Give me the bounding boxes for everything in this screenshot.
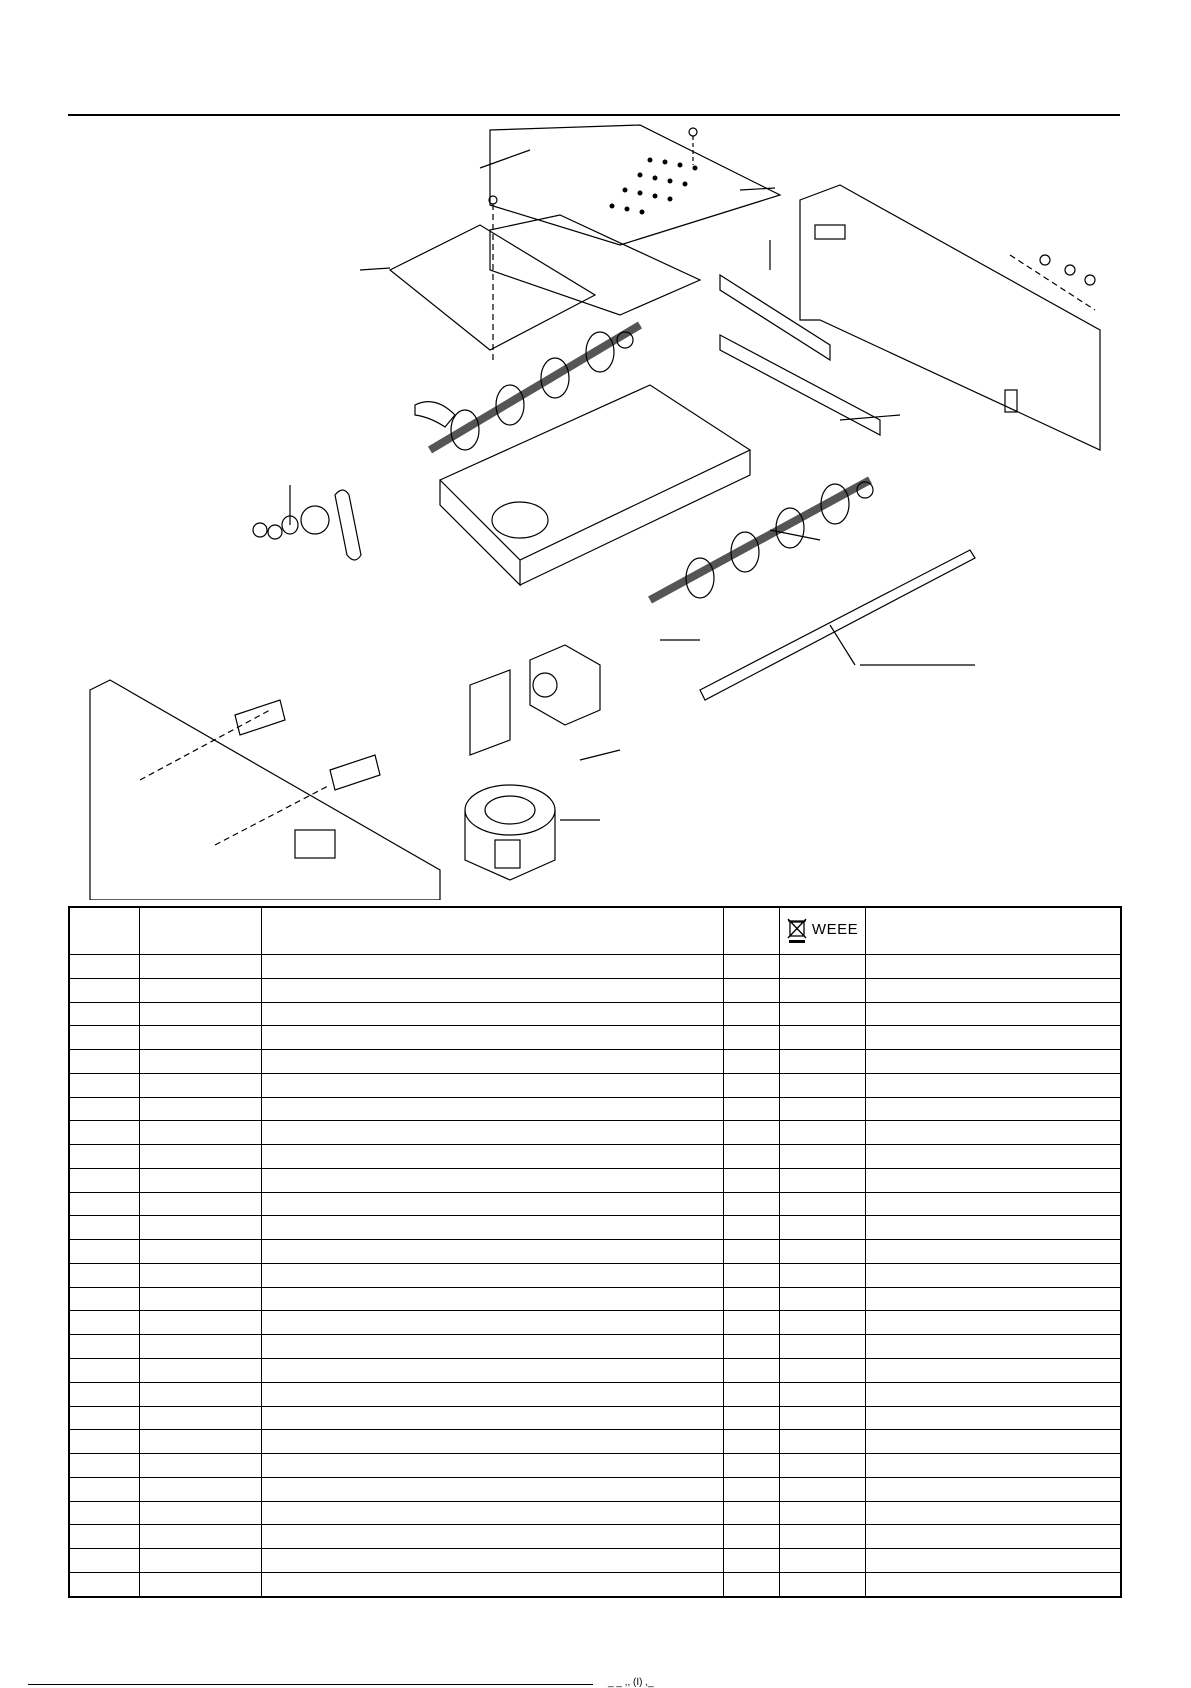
table-cell [779,1287,865,1311]
motor [530,645,600,725]
table-cell [139,1525,261,1549]
table-cell [779,1216,865,1240]
table-cell [261,1240,723,1264]
table-cell [723,1311,779,1335]
table-cell [69,1145,139,1169]
table-cell [779,1359,865,1383]
table-cell [779,1050,865,1074]
table-cell [865,1406,1121,1430]
table-cell [261,1572,723,1597]
table-cell [779,1192,865,1216]
table-row [69,1263,1121,1287]
table-cell [865,1477,1121,1501]
table-cell [261,1406,723,1430]
table-cell [779,1240,865,1264]
table-cell [261,1501,723,1525]
table-cell [261,1359,723,1383]
table-cell [261,1525,723,1549]
table-cell [139,1097,261,1121]
table-cell [261,1002,723,1026]
table-cell [261,955,723,979]
table-cell [723,1073,779,1097]
table-cell [723,1002,779,1026]
table-header-row [69,907,1121,955]
table-row [69,1525,1121,1549]
table-cell [261,1050,723,1074]
table-cell [69,955,139,979]
table-cell [723,978,779,1002]
table-cell [69,1311,139,1335]
table-cell [69,1525,139,1549]
table-row [69,1454,1121,1478]
table-row [69,1192,1121,1216]
table-cell [261,1454,723,1478]
table-cell [779,1406,865,1430]
table-cell [139,1287,261,1311]
table-cell [261,978,723,1002]
table-row [69,1335,1121,1359]
table-cell [779,1525,865,1549]
table-cell [69,1097,139,1121]
table-cell [139,1216,261,1240]
table-row [69,1406,1121,1430]
table-cell [723,1121,779,1145]
table-cell [69,1192,139,1216]
table-cell [865,1168,1121,1192]
table-cell [723,1430,779,1454]
table-row [69,1240,1121,1264]
table-row [69,1026,1121,1050]
header-cell [139,907,261,955]
header-cell [865,907,1121,955]
table-cell [139,1382,261,1406]
table-cell [69,1287,139,1311]
table-cell [723,1335,779,1359]
table-cell [261,1382,723,1406]
table-row [69,1145,1121,1169]
table-cell [779,1549,865,1573]
weee-bin-icon [786,916,808,944]
table-cell [779,1311,865,1335]
table-cell [865,1382,1121,1406]
table-cell [261,1121,723,1145]
table-row [69,1572,1121,1597]
table-cell [139,1050,261,1074]
table-cell [865,1501,1121,1525]
table-cell [723,1263,779,1287]
table-row [69,955,1121,979]
long-rail [700,550,975,700]
table-cell [723,1549,779,1573]
table-cell [723,1359,779,1383]
table-cell [723,1572,779,1597]
table-cell [261,1430,723,1454]
weee-label: WEEE [811,921,859,938]
left-side-frame [90,680,440,900]
table-cell [69,1454,139,1478]
table-cell [723,1168,779,1192]
table-cell [779,978,865,1002]
table-cell [779,1335,865,1359]
table-cell [69,1002,139,1026]
table-cell [865,1002,1121,1026]
table-row [69,1287,1121,1311]
table-cell [779,1121,865,1145]
table-row [69,1073,1121,1097]
table-cell [779,1382,865,1406]
table-cell [779,1572,865,1597]
table-cell [69,1477,139,1501]
table-cell [865,1192,1121,1216]
table-cell [723,1454,779,1478]
table-cell [139,1430,261,1454]
table-cell [261,1287,723,1311]
table-cell [261,1145,723,1169]
table-cell [139,1359,261,1383]
table-cell [69,1501,139,1525]
table-cell [865,955,1121,979]
table-cell [723,1145,779,1169]
table-cell [865,1525,1121,1549]
table-cell [139,1026,261,1050]
table-cell [139,1073,261,1097]
table-cell [865,1026,1121,1050]
table-cell [139,1121,261,1145]
table-cell [723,1216,779,1240]
table-cell [723,1287,779,1311]
table-cell [779,1097,865,1121]
table-row [69,1549,1121,1573]
table-row [69,1477,1121,1501]
table-cell [865,1073,1121,1097]
table-cell [139,1240,261,1264]
table-cell [69,1430,139,1454]
table-cell [261,1192,723,1216]
table-cell [779,1501,865,1525]
table-cell [723,1097,779,1121]
table-cell [779,955,865,979]
table-cell [779,1002,865,1026]
table-cell [261,1073,723,1097]
table-cell [779,1168,865,1192]
table-cell [69,1359,139,1383]
table-row [69,1216,1121,1240]
table-row [69,1097,1121,1121]
table-cell [779,1454,865,1478]
table-cell [69,1335,139,1359]
table-cell [865,978,1121,1002]
table-cell [139,1192,261,1216]
table-cell [139,1168,261,1192]
weee-header-cell [779,907,865,955]
header-cell [723,907,779,955]
footer-fragment: _ _ ,, (I) ,_ [608,1677,654,1688]
table-cell [779,1477,865,1501]
table-cell [139,1263,261,1287]
table-cell [69,1121,139,1145]
table-cell [139,978,261,1002]
table-cell [865,1263,1121,1287]
table-cell [139,1145,261,1169]
parts-list-table [68,906,1122,1598]
right-side-frame [800,185,1100,450]
table-row [69,1501,1121,1525]
table-cell [261,1549,723,1573]
table-cell [139,1549,261,1573]
table-cell [261,1263,723,1287]
table-cell [865,1454,1121,1478]
table-cell [779,1145,865,1169]
table-cell [723,1026,779,1050]
table-cell [139,1335,261,1359]
table-row [69,1050,1121,1074]
table-row [69,1121,1121,1145]
table-cell [723,1240,779,1264]
table-cell [723,1382,779,1406]
table-cell [261,1477,723,1501]
table-cell [69,1050,139,1074]
table-cell [865,1359,1121,1383]
table-cell [139,1477,261,1501]
table-cell [865,1097,1121,1121]
table-cell [723,1501,779,1525]
table-cell [69,1216,139,1240]
table-cell [865,1216,1121,1240]
table-cell [779,1430,865,1454]
table-cell [139,1311,261,1335]
table-cell [865,1549,1121,1573]
table-cell [69,1026,139,1050]
top-rule [68,114,1120,116]
table-cell [69,1240,139,1264]
blower-fan [465,785,555,880]
table-cell [779,1026,865,1050]
table-cell [69,1572,139,1597]
table-cell [865,1145,1121,1169]
table-row [69,1382,1121,1406]
roller-assembly-lower [650,480,873,600]
table-row [69,1002,1121,1026]
table-row [69,1168,1121,1192]
table-cell [69,1263,139,1287]
table-cell [723,1525,779,1549]
header-cell [261,907,723,955]
table-cell [139,955,261,979]
table-cell [69,1382,139,1406]
table-cell [723,1050,779,1074]
table-cell [69,1168,139,1192]
table-cell [865,1240,1121,1264]
table-cell [139,1454,261,1478]
table-cell [779,1073,865,1097]
table-cell [261,1026,723,1050]
header-cell [69,907,139,955]
table-cell [139,1406,261,1430]
table-cell [261,1311,723,1335]
table-cell [865,1287,1121,1311]
table-row [69,1311,1121,1335]
table-cell [261,1168,723,1192]
table-cell [865,1335,1121,1359]
exploded-parts-diagram [0,120,1191,900]
table-cell [139,1501,261,1525]
table-row [69,978,1121,1002]
table-cell [723,1192,779,1216]
table-cell [723,955,779,979]
table-cell [865,1121,1121,1145]
table-cell [261,1216,723,1240]
table-row [69,1430,1121,1454]
table-cell [261,1335,723,1359]
table-cell [865,1572,1121,1597]
table-cell [865,1430,1121,1454]
table-cell [69,1073,139,1097]
table-cell [865,1311,1121,1335]
table-cell [139,1002,261,1026]
table-cell [723,1406,779,1430]
table-cell [261,1097,723,1121]
table-cell [69,1406,139,1430]
table-cell [865,1050,1121,1074]
table-cell [69,978,139,1002]
top-cover-plate [480,125,780,245]
table-cell [139,1572,261,1597]
table-cell [723,1477,779,1501]
table-row [69,1359,1121,1383]
parts-table-body [69,955,1121,1598]
left-drive-parts [253,485,361,560]
table-cell [69,1549,139,1573]
roller-assembly-upper [415,325,640,450]
table-cell [779,1263,865,1287]
